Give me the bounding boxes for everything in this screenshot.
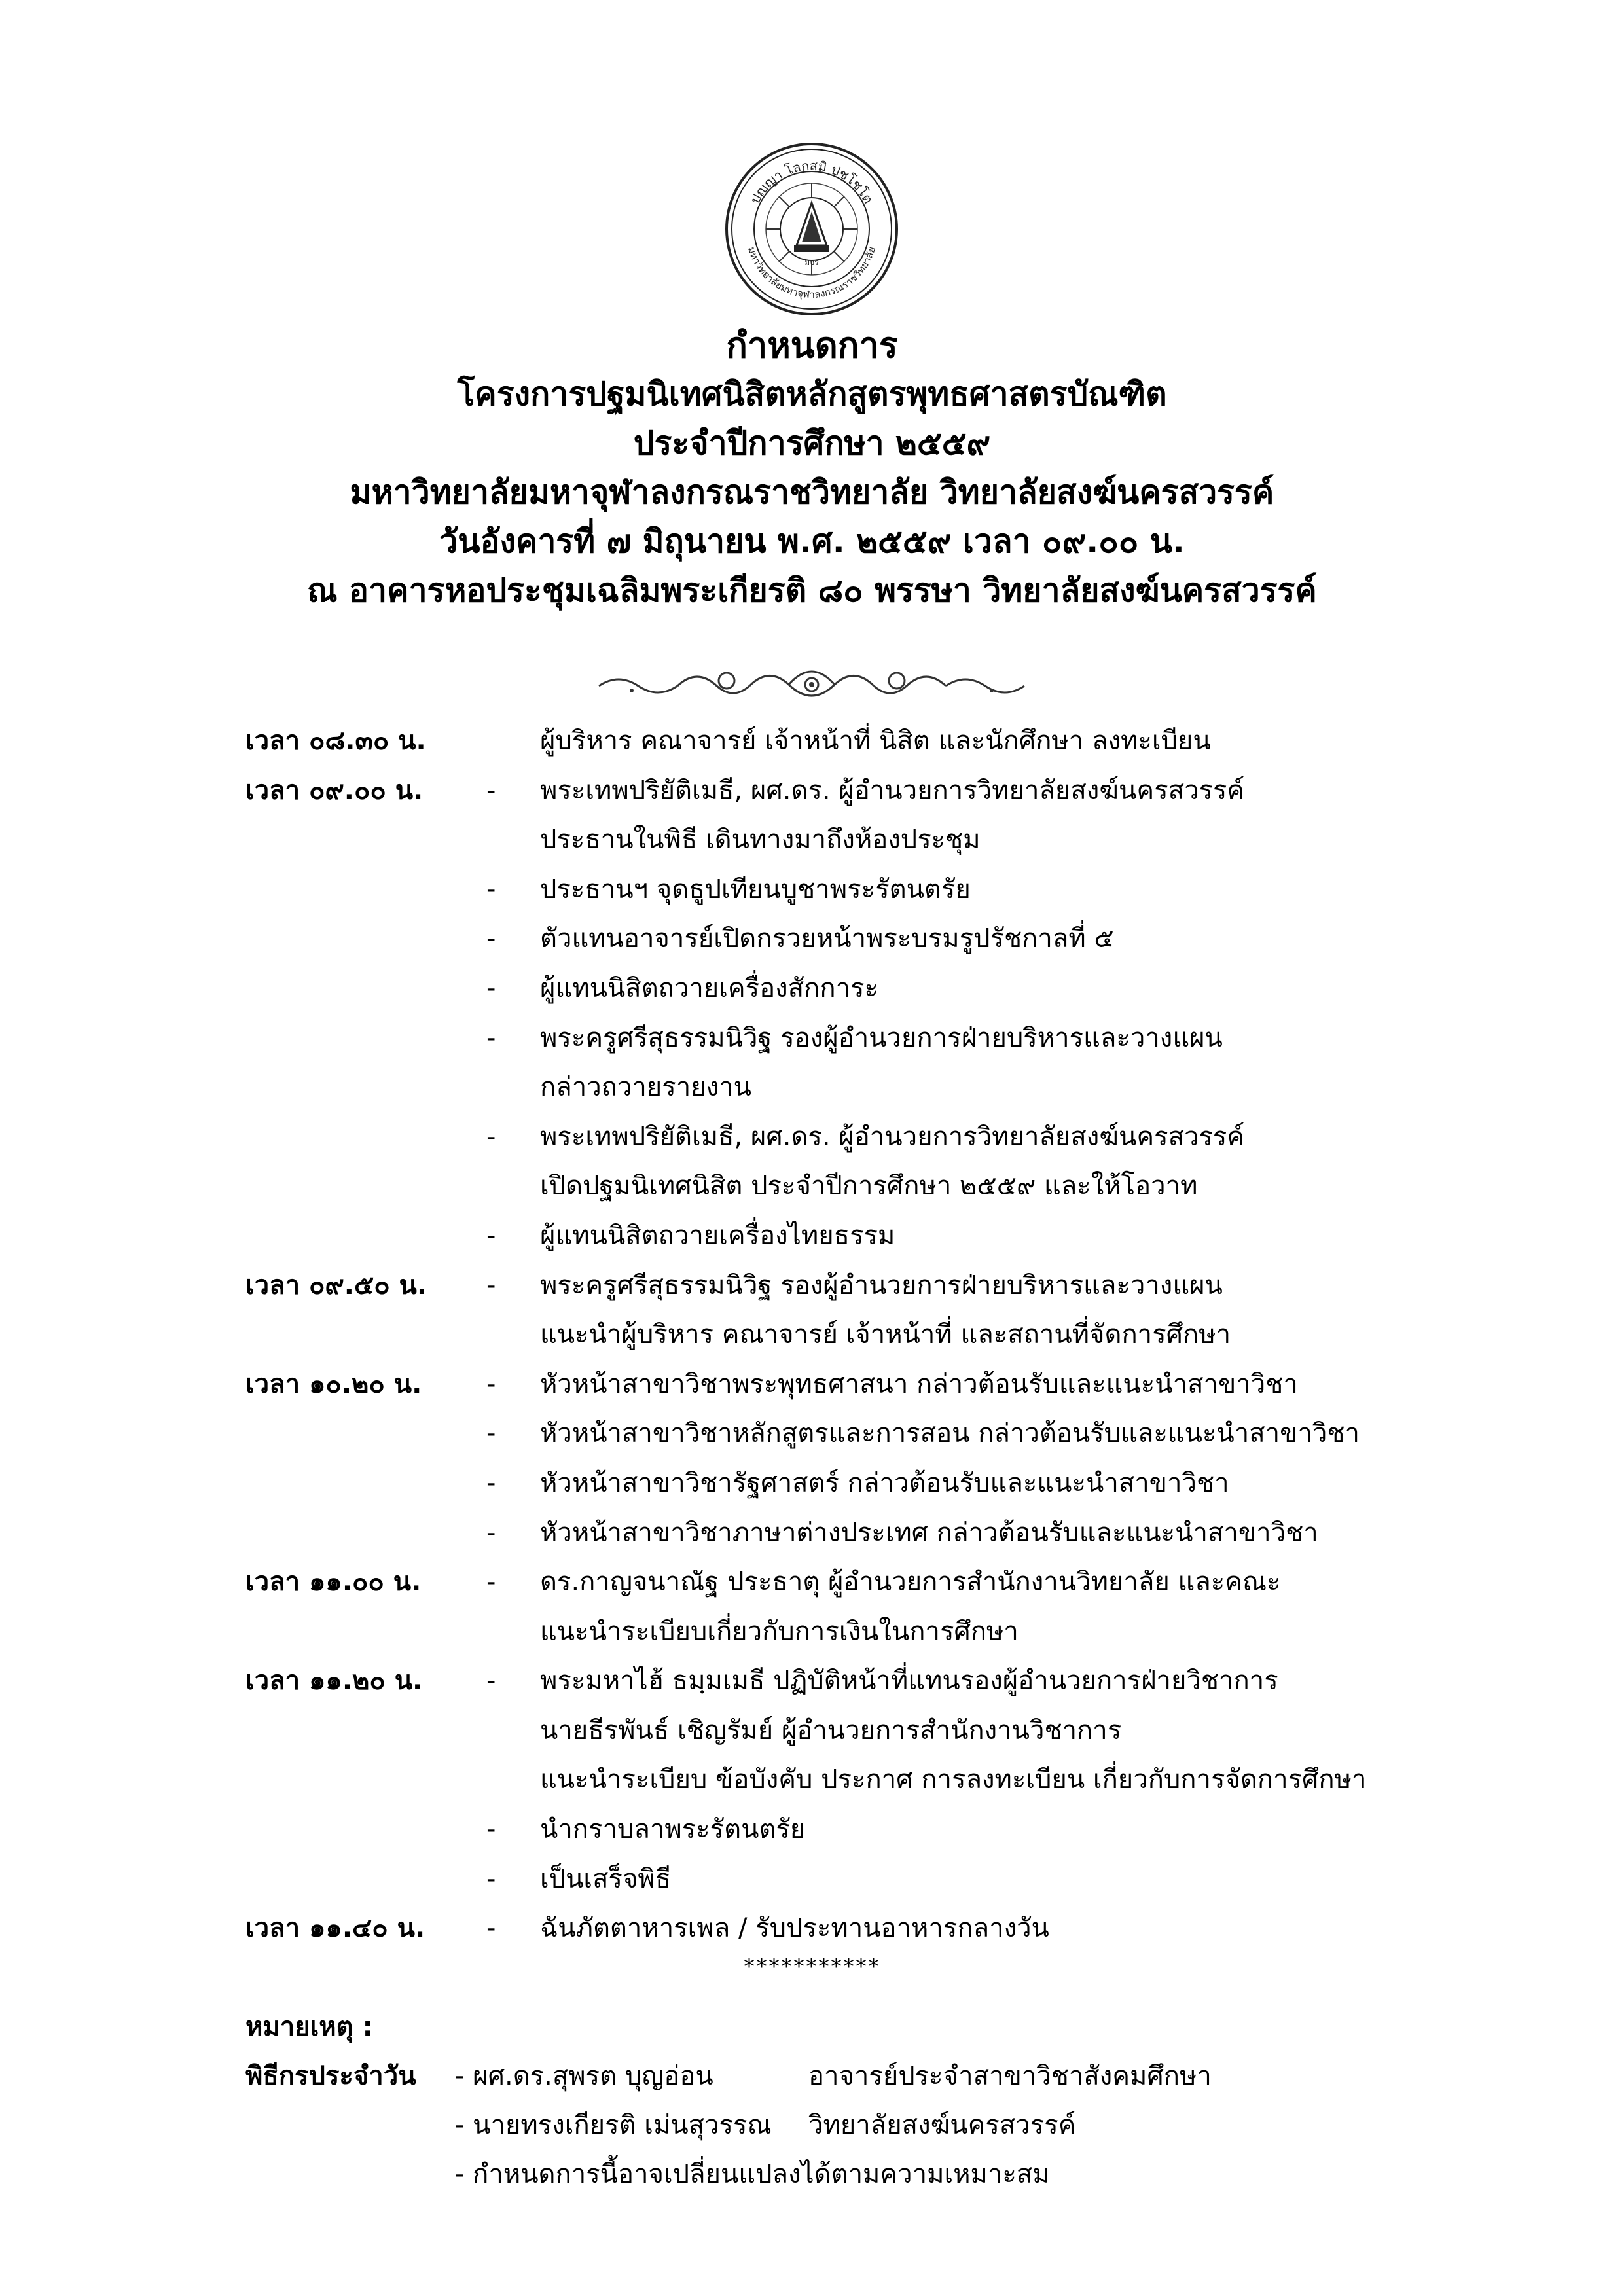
schedule-text: ประธานในพิธี เดินทางมาถึงห้องประชุม (540, 825, 981, 855)
schedule-dash: - (486, 1022, 496, 1053)
schedule-time: เวลา ๑๐.๒๐ น. (245, 1369, 422, 1399)
schedule-dash: - (486, 1121, 496, 1152)
schedule-text: ผู้แทนนิสิตถวายเครื่องไทยธรรม (540, 1220, 895, 1251)
notes-label: พิธีกรประจำวัน (245, 2061, 416, 2091)
project-name: โครงการปฐมนิเทศนิสิตหลักสูตรพุทธศาสตรบัณฑิต (457, 375, 1167, 413)
schedule-text: พระเทพปริยัติเมธี, ผศ.ดร. ผู้อำนวยการวิทยาลัยสงฆ์นครสวรรค์ (540, 1121, 1245, 1152)
schedule-time: เวลา ๑๑.๔๐ น. (245, 1913, 425, 1944)
schedule-row (245, 1360, 1424, 1410)
schedule-row (245, 1904, 1424, 1954)
schedule-dash: - (486, 874, 496, 905)
schedule-dash: - (486, 1567, 496, 1598)
schedule-row (245, 1607, 1424, 1657)
document-header (0, 321, 1624, 615)
schedule-text: ดร.กาญจนาณัฐ ประธาตุ ผู้อำนวยการสำนักงานวิทยาลัย และคณะ (540, 1567, 1281, 1598)
schedule-dash: - (486, 1666, 496, 1696)
notes-item: - นายทรงเกียรติ เม่นสุวรรณ (455, 2110, 772, 2140)
schedule-text: ผู้แทนนิสิตถวายเครื่องสักการะ (540, 973, 878, 1003)
schedule-text: แนะนำระเบียบ ข้อบังคับ ประกาศ การลงทะเบียน เกี่ยวกับการจัดการศึกษา (540, 1765, 1367, 1795)
schedule-time: เวลา ๐๘.๓๐ น. (245, 726, 426, 756)
notes-item: - กำหนดการนี้อาจเปลี่ยนแปลงได้ตามความเหมาะสม (455, 2159, 1050, 2189)
separator-stars: *********** (744, 1954, 880, 1980)
notes-role: วิทยาลัยสงฆ์นครสวรรค์ (808, 2110, 1076, 2140)
schedule-row (245, 1706, 1424, 1756)
schedule-dash: - (486, 1814, 496, 1845)
schedule-row (245, 1459, 1424, 1509)
notes-row (245, 2150, 1424, 2199)
schedule-text: พระมหาไฮ้ ธมฺมเมธี ปฏิบัติหน้าที่แทนรองผู้อำนวยการฝ่ายวิชาการ (540, 1666, 1278, 1696)
schedule-dash: - (486, 1220, 496, 1251)
seal-university-name: มหาวิทยาลัยมหาจุฬาลงกรณราชวิทยาลัย (745, 245, 878, 301)
academic-year: ประจำปีการศึกษา ๒๕๕๙ (633, 424, 991, 462)
schedule-text: นำกราบลาพระรัตนตรัย (540, 1814, 806, 1845)
schedule-text: ประธานฯ จุดธูปเทียนบูชาพระรัตนตรัย (540, 874, 971, 905)
schedule-row (245, 1261, 1424, 1311)
notes-row (245, 2052, 1424, 2101)
schedule-row (245, 1409, 1424, 1459)
notes-section (245, 2003, 1424, 2199)
schedule-text: กล่าวถวายรายงาน (540, 1072, 751, 1103)
schedule-row (245, 1855, 1424, 1905)
schedule-row (245, 1014, 1424, 1064)
schedule-row (245, 1211, 1424, 1261)
notes-heading: หมายเหตุ : (245, 2012, 373, 2042)
schedule-dash: - (486, 1418, 496, 1449)
schedule-dash: - (486, 1467, 496, 1498)
schedule-row (245, 964, 1424, 1014)
schedule-text: ผู้บริหาร คณาจารย์ เจ้าหน้าที่ นิสิต และนักศึกษา ลงทะเบียน (540, 726, 1211, 756)
schedule-row (245, 1755, 1424, 1805)
schedule-dash: - (486, 973, 496, 1003)
schedule-row (245, 1509, 1424, 1558)
schedule-text: เป็นเสร็จพิธี (540, 1863, 672, 1894)
university-seal (723, 141, 900, 317)
notes-row (245, 2101, 1424, 2150)
schedule-row (245, 1063, 1424, 1113)
schedule-text: ตัวแทนอาจารย์เปิดกรวยหน้าพระบรมรูปรัชกาลที่ ๕ (540, 924, 1114, 954)
schedule-time: เวลา ๐๙.๐๐ น. (245, 775, 424, 806)
schedule-text: หัวหน้าสาขาวิชาพระพุทธศาสนา กล่าวต้อนรับและแนะนำสาขาวิชา (540, 1369, 1298, 1399)
schedule-text: พระครูศรีสุธรรมนิวิฐ รองผู้อำนวยการฝ่ายบริหารและวางแผน (540, 1022, 1223, 1053)
schedule-text: ฉันภัตตาหารเพล / รับประทานอาหารกลางวัน (540, 1913, 1049, 1944)
schedule-dash: - (486, 924, 496, 954)
ornament-divider (592, 661, 1031, 707)
schedule-row (245, 717, 1424, 766)
schedule-time: เวลา ๑๑.๐๐ น. (245, 1567, 422, 1598)
schedule-row (245, 1805, 1424, 1855)
institution-name: มหาวิทยาลัยมหาจุฬาลงกรณราชวิทยาลัย วิทยาลัยสงฆ์นครสวรรค์ (350, 473, 1274, 511)
schedule-row (245, 1657, 1424, 1706)
seal-emblem-text: มจร (804, 258, 819, 267)
schedule-dash: - (486, 1913, 496, 1944)
schedule-dash: - (486, 775, 496, 806)
schedule-list (245, 717, 1424, 1954)
notes-role: อาจารย์ประจำสาขาวิชาสังคมศึกษา (808, 2061, 1212, 2091)
notes-item: - ผศ.ดร.สุพรต บุญอ่อน (455, 2061, 713, 2091)
schedule-text: เปิดปฐมนิเทศนิสิต ประจำปีการศึกษา ๒๕๕๙ และให้โอวาท (540, 1171, 1198, 1202)
schedule-text: หัวหน้าสาขาวิชารัฐศาสตร์ กล่าวต้อนรับและแนะนำสาขาวิชา (540, 1467, 1229, 1498)
schedule-row (245, 865, 1424, 915)
schedule-text: พระเทพปริยัติเมธี, ผศ.ดร. ผู้อำนวยการวิทยาลัยสงฆ์นครสวรรค์ (540, 775, 1245, 806)
schedule-row (245, 766, 1424, 816)
event-venue: ณ อาคารหอประชุมเฉลิมพระเกียรติ ๘๐ พรรษา วิทยาลัยสงฆ์นครสวรรค์ (307, 571, 1317, 609)
schedule-time: เวลา ๑๑.๒๐ น. (245, 1666, 423, 1696)
schedule-text: แนะนำผู้บริหาร คณาจารย์ เจ้าหน้าที่ และสถานที่จัดการศึกษา (540, 1319, 1231, 1350)
schedule-text: พระครูศรีสุธรรมนิวิฐ รองผู้อำนวยการฝ่ายบริหารและวางแผน (540, 1270, 1223, 1300)
schedule-row (245, 1558, 1424, 1607)
schedule-row (245, 1113, 1424, 1162)
schedule-time: เวลา ๐๙.๕๐ น. (245, 1270, 427, 1300)
schedule-text: หัวหน้าสาขาวิชาหลักสูตรและการสอน กล่าวต้อนรับและแนะนำสาขาวิชา (540, 1418, 1360, 1449)
schedule-dash: - (486, 1517, 496, 1548)
schedule-text: หัวหน้าสาขาวิชาภาษาต่างประเทศ กล่าวต้อนรับและแนะนำสาขาวิชา (540, 1517, 1318, 1548)
document-title: กำหนดการ (726, 325, 898, 366)
notes-heading-row (245, 2003, 1424, 2052)
schedule-dash: - (486, 1270, 496, 1300)
schedule-text: นายธีรพันธ์ เชิญรัมย์ ผู้อำนวยการสำนักงานวิชาการ (540, 1715, 1122, 1746)
seal-motto: ปญฺญา โลกสฺมิ ปชฺโชโต (747, 157, 876, 207)
event-date: วันอังคารที่ ๗ มิถุนายน พ.ศ. ๒๕๕๙ เวลา ๐๙.๐๐ น. (439, 522, 1185, 560)
schedule-dash: - (486, 1369, 496, 1399)
schedule-dash: - (486, 1863, 496, 1894)
schedule-row (245, 1310, 1424, 1360)
schedule-row (245, 1162, 1424, 1211)
schedule-text: แนะนำระเบียบเกี่ยวกับการเงินในการศึกษา (540, 1616, 1019, 1647)
schedule-row (245, 914, 1424, 964)
schedule-row (245, 816, 1424, 865)
